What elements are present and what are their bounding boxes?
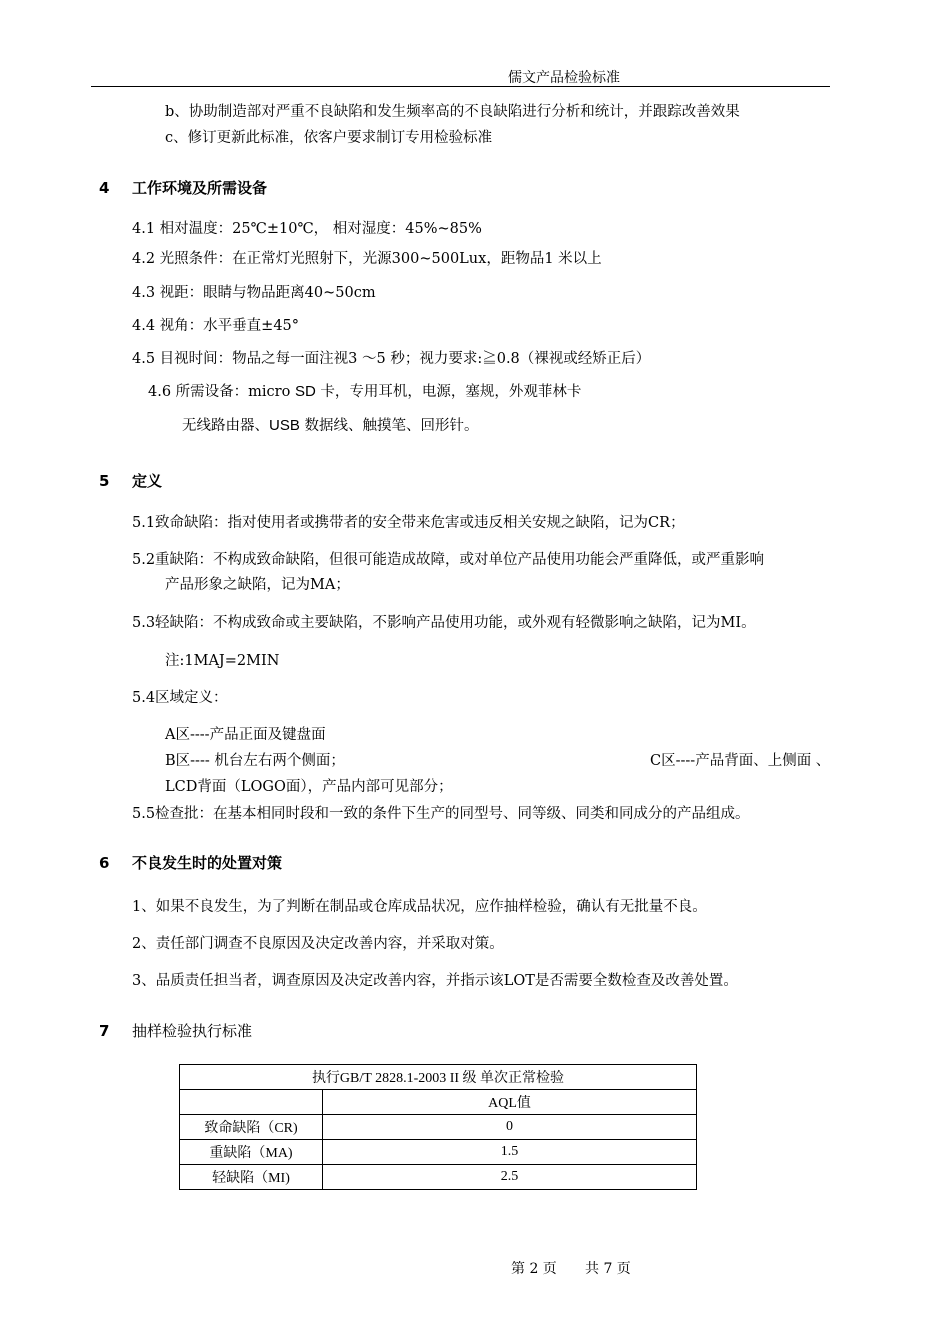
item-4-6-line2-suffix: 数据线、触摸笔、回形针。 (299, 418, 479, 434)
item-4-6 (148, 382, 581, 402)
zone-b: B区---- 机台左右两个侧面； (165, 753, 345, 769)
section-7-number: 7 (99, 1022, 110, 1040)
section-6-number: 6 (99, 854, 110, 872)
intro-item-b: b、协助制造部对严重不良缺陷和发生频率高的不良缺陷进行分析和统计，并跟踪改善效果 (165, 104, 740, 120)
section-4-number: 4 (99, 179, 110, 197)
item-4-6-usb: USB (269, 417, 300, 434)
measure-3: 3、品质责任担当者，调查原因及决定改善内容，并指示该LOT是否需要全数检查及改善处置。 (132, 973, 738, 989)
aql-table (179, 1064, 697, 1190)
footer-page-number: 第 2 页 (511, 1261, 557, 1277)
section-7-title: 抽样检验执行标准 (132, 1022, 253, 1040)
item-4-6-prefix: 4.6 所需设备：micro (148, 384, 295, 400)
table-cell-label: 致命缺陷（CR) (180, 1115, 323, 1140)
def-5-4: 5.4区域定义： (132, 690, 228, 706)
table-row (180, 1140, 697, 1165)
def-5-3: 5.3轻缺陷：不构成致命或主要缺陷，不影响产品使用功能，或外观有轻微影响之缺陷，记为MI。 (132, 615, 756, 631)
item-4-6-line2 (182, 416, 478, 436)
item-4-6-sd: SD (294, 383, 316, 400)
table-cell-value: 2.5 (323, 1165, 697, 1190)
zone-c-cont: LCD背面（LOGO面），产品内部可见部分； (165, 779, 453, 795)
zone-c: C区----产品背面、上侧面 、 (650, 753, 831, 769)
table-cell-label: 重缺陷（MA) (180, 1140, 323, 1165)
table-row (180, 1115, 697, 1140)
table-cell-label: 轻缺陷（MI) (180, 1165, 323, 1190)
item-4-6-suffix: 卡，专用耳机，电源，塞规，外观菲林卡 (315, 384, 582, 400)
table-cell-value: 1.5 (323, 1140, 697, 1165)
item-4-4: 4.4 视角：水平垂直±45° (132, 318, 300, 334)
header-divider (91, 86, 830, 87)
item-4-5: 4.5 目视时间：物品之每一面注视3 ～5 秒；视力要求:≧0.8（裸视或经矫正后） (132, 351, 651, 367)
table-caption-row (180, 1065, 697, 1090)
def-5-1: 5.1致命缺陷：指对使用者或携带者的安全带来危害或违反相关安规之缺陷，记为CR； (132, 515, 685, 531)
section-5-title: 定义 (132, 472, 163, 490)
table-header-row (180, 1090, 697, 1115)
zone-a: A区----产品正面及键盘面 (165, 727, 326, 743)
item-4-3: 4.3 视距：眼睛与物品距离40~50cm (132, 285, 376, 301)
intro-item-c: c、修订更新此标准，依客户要求制订专用检验标准 (165, 130, 493, 146)
table-header-aql: AQL值 (323, 1090, 697, 1115)
def-note: 注:1MAJ=2MIN (165, 653, 280, 669)
table-row (180, 1165, 697, 1190)
section-4-title: 工作环境及所需设备 (132, 179, 268, 197)
measure-2: 2、责任部门调查不良原因及决定改善内容，并采取对策。 (132, 936, 504, 952)
footer-total-pages: 共 7 页 (585, 1261, 631, 1277)
header-title: 儒文产品检验标准 (508, 70, 620, 86)
item-4-1: 4.1 相对温度：25℃±10℃， 相对湿度：45%~85% (132, 221, 482, 237)
table-caption: 执行GB/T 2828.1-2003 II 级 单次正常检验 (180, 1065, 697, 1090)
def-5-5: 5.5检查批：在基本相同时段和一致的条件下生产的同型号、同等级、同类和同成分的产品组成。 (132, 806, 750, 822)
item-4-2: 4.2 光照条件：在正常灯光照射下，光源300~500Lux，距物品1 米以上 (132, 251, 602, 267)
def-5-2-cont: 产品形象之缺陷，记为MA； (165, 577, 350, 593)
item-4-6-line2-prefix: 无线路由器、 (182, 418, 269, 434)
def-5-2: 5.2重缺陷：不构成致命缺陷，但很可能造成故障，或对单位产品使用功能会严重降低，或严重影响 (132, 552, 765, 568)
section-6-title: 不良发生时的处置对策 (132, 854, 283, 872)
measure-1: 1、如果不良发生，为了判断在制品或仓库成品状况，应作抽样检验，确认有无批量不良。 (132, 899, 707, 915)
table-cell-value: 0 (323, 1115, 697, 1140)
table-header-empty (180, 1090, 323, 1115)
section-5-number: 5 (99, 472, 110, 490)
